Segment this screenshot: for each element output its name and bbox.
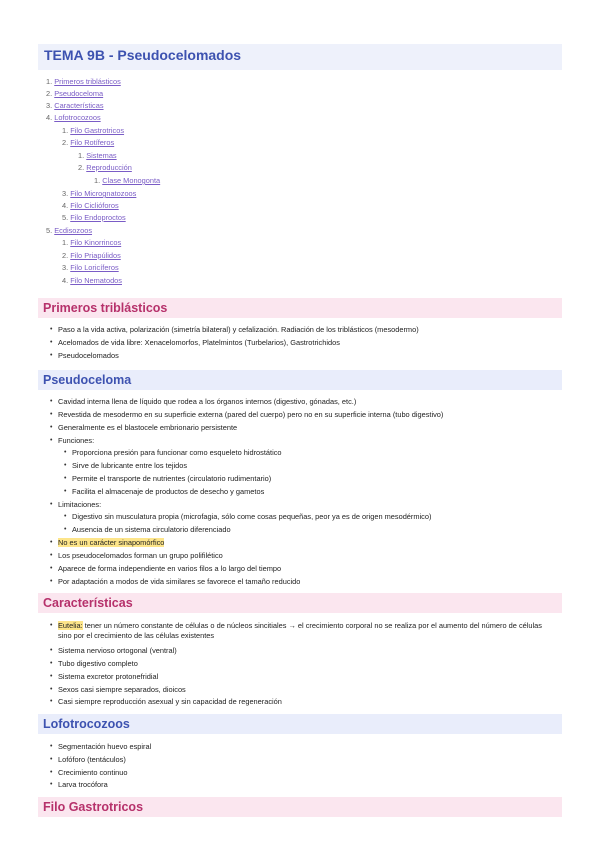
- list-item: • Eutelia: tener un número constante de células o de núcleos sincitiales → el crecimiento corporal no se realiza por el aumento del número de células sino por el crecimiento de las células existentes: [58, 621, 553, 641]
- list-item: • Pseudocelomados: [58, 351, 119, 361]
- list-item: • Tubo digestivo completo: [58, 659, 138, 669]
- toc-item[interactable]: 4. Lofotrocozoos: [46, 113, 101, 122]
- toc-item[interactable]: 2. Filo Rotíferos: [62, 138, 115, 147]
- list-item: • Segmentación huevo espiral: [58, 742, 151, 752]
- list-item: • Crecimiento continuo: [58, 768, 127, 778]
- list-item: • Sistema nervioso ortogonal (ventral): [58, 646, 177, 656]
- list-item: • Acelomados de vida libre: Xenacelomorfos, Platelmintos (Turbelarios), Gastrotrichidos: [58, 338, 340, 348]
- toc-item[interactable]: 3. Filo Micrognatozoos: [62, 189, 137, 198]
- toc-item[interactable]: 2. Pseudoceloma: [46, 89, 104, 98]
- list-item: • Limitaciones:: [58, 500, 101, 510]
- toc-item[interactable]: 1. Sistemas: [78, 151, 117, 160]
- highlighted-term: Eutelia:: [58, 621, 83, 630]
- list-item: • Paso a la vida activa, polarización (simetría bilateral) y cefalización. Radiación de los triblásticos (mesodermo): [58, 325, 419, 335]
- list-item: • Sistema excretor protonefridial: [58, 672, 158, 682]
- list-item: • Sirve de lubricante entre los tejidos: [72, 461, 187, 471]
- list-item: • Aparece de forma independiente en varios filos a lo largo del tiempo: [58, 564, 281, 574]
- toc-item[interactable]: 1. Primeros triblásticos: [46, 77, 121, 86]
- list-item: • Lofóforo (tentáculos): [58, 755, 126, 765]
- list-item: [58, 538, 164, 548]
- list-item: • Casi siempre reproducción asexual y sin capacidad de regeneración: [58, 697, 282, 707]
- list-item: • Larva trocófora: [58, 780, 108, 790]
- toc-item[interactable]: 4. Filo Ciclióforos: [62, 201, 119, 210]
- list-item: • Ausencia de un sistema circulatorio diferenciado: [72, 525, 231, 535]
- list-item: • Funciones:: [58, 436, 94, 446]
- section-heading-lofotrocozoos: Lofotrocozoos: [38, 714, 562, 734]
- list-item: • Cavidad interna llena de líquido que rodea a los órganos internos (digestivo, gónadas, etc.): [58, 397, 356, 407]
- list-item: • Permite el transporte de nutrientes (circulatorio rudimentario): [72, 474, 271, 484]
- toc-item[interactable]: 3. Filo Loricíferos: [62, 263, 119, 272]
- toc-item[interactable]: 5. Ecdisozoos: [46, 226, 93, 235]
- title-banner: [38, 44, 562, 70]
- toc-item[interactable]: 1. Filo Gastrotricos: [62, 126, 125, 135]
- section-heading-gastrotricos: Filo Gastrotricos: [38, 797, 562, 817]
- list-item: • Digestivo sin musculatura propia (microfagia, sólo come cosas pequeñas, peor ya es de origen mesodérmico): [72, 512, 431, 522]
- toc-item[interactable]: 2. Filo Priapúlidos: [62, 251, 121, 260]
- section-heading-caracteristicas: Características: [38, 593, 562, 613]
- toc-item[interactable]: 1. Filo Kinorrincos: [62, 238, 122, 247]
- highlighted-text: No es un carácter sinapomórfico: [58, 538, 165, 547]
- toc-item[interactable]: 5. Filo Endoproctos: [62, 213, 126, 222]
- page-title: TEMA 9B - Pseudocelomados: [44, 47, 242, 63]
- list-item: • Proporciona presión para funcionar como esqueleto hidrostático: [72, 448, 282, 458]
- list-item: • Sexos casi siempre separados, dioicos: [58, 685, 186, 695]
- list-item: • Por adaptación a modos de vida similares se favorece el tamaño reducido: [58, 577, 300, 587]
- list-item: • Generalmente es el blastocele embrionario persistente: [58, 423, 237, 433]
- toc-item[interactable]: 2. Reproducción: [78, 163, 132, 172]
- list-item: • Facilita el almacenaje de productos de desecho y gametos: [72, 487, 264, 497]
- list-item: • Los pseudocelomados forman un grupo polifilético: [58, 551, 223, 561]
- toc-item[interactable]: 1. Clase Monogonta: [94, 176, 161, 185]
- list-item: • Revestida de mesodermo en su superficie externa (pared del cuerpo) pero no en su superficie interna (tubo digestivo): [58, 410, 443, 420]
- section-heading-pseudoceloma: Pseudoceloma: [38, 370, 562, 390]
- toc-item[interactable]: 3. Características: [46, 101, 104, 110]
- toc-item[interactable]: 4. Filo Nematodos: [62, 276, 122, 285]
- section-heading-primeros: Primeros triblásticos: [38, 298, 562, 318]
